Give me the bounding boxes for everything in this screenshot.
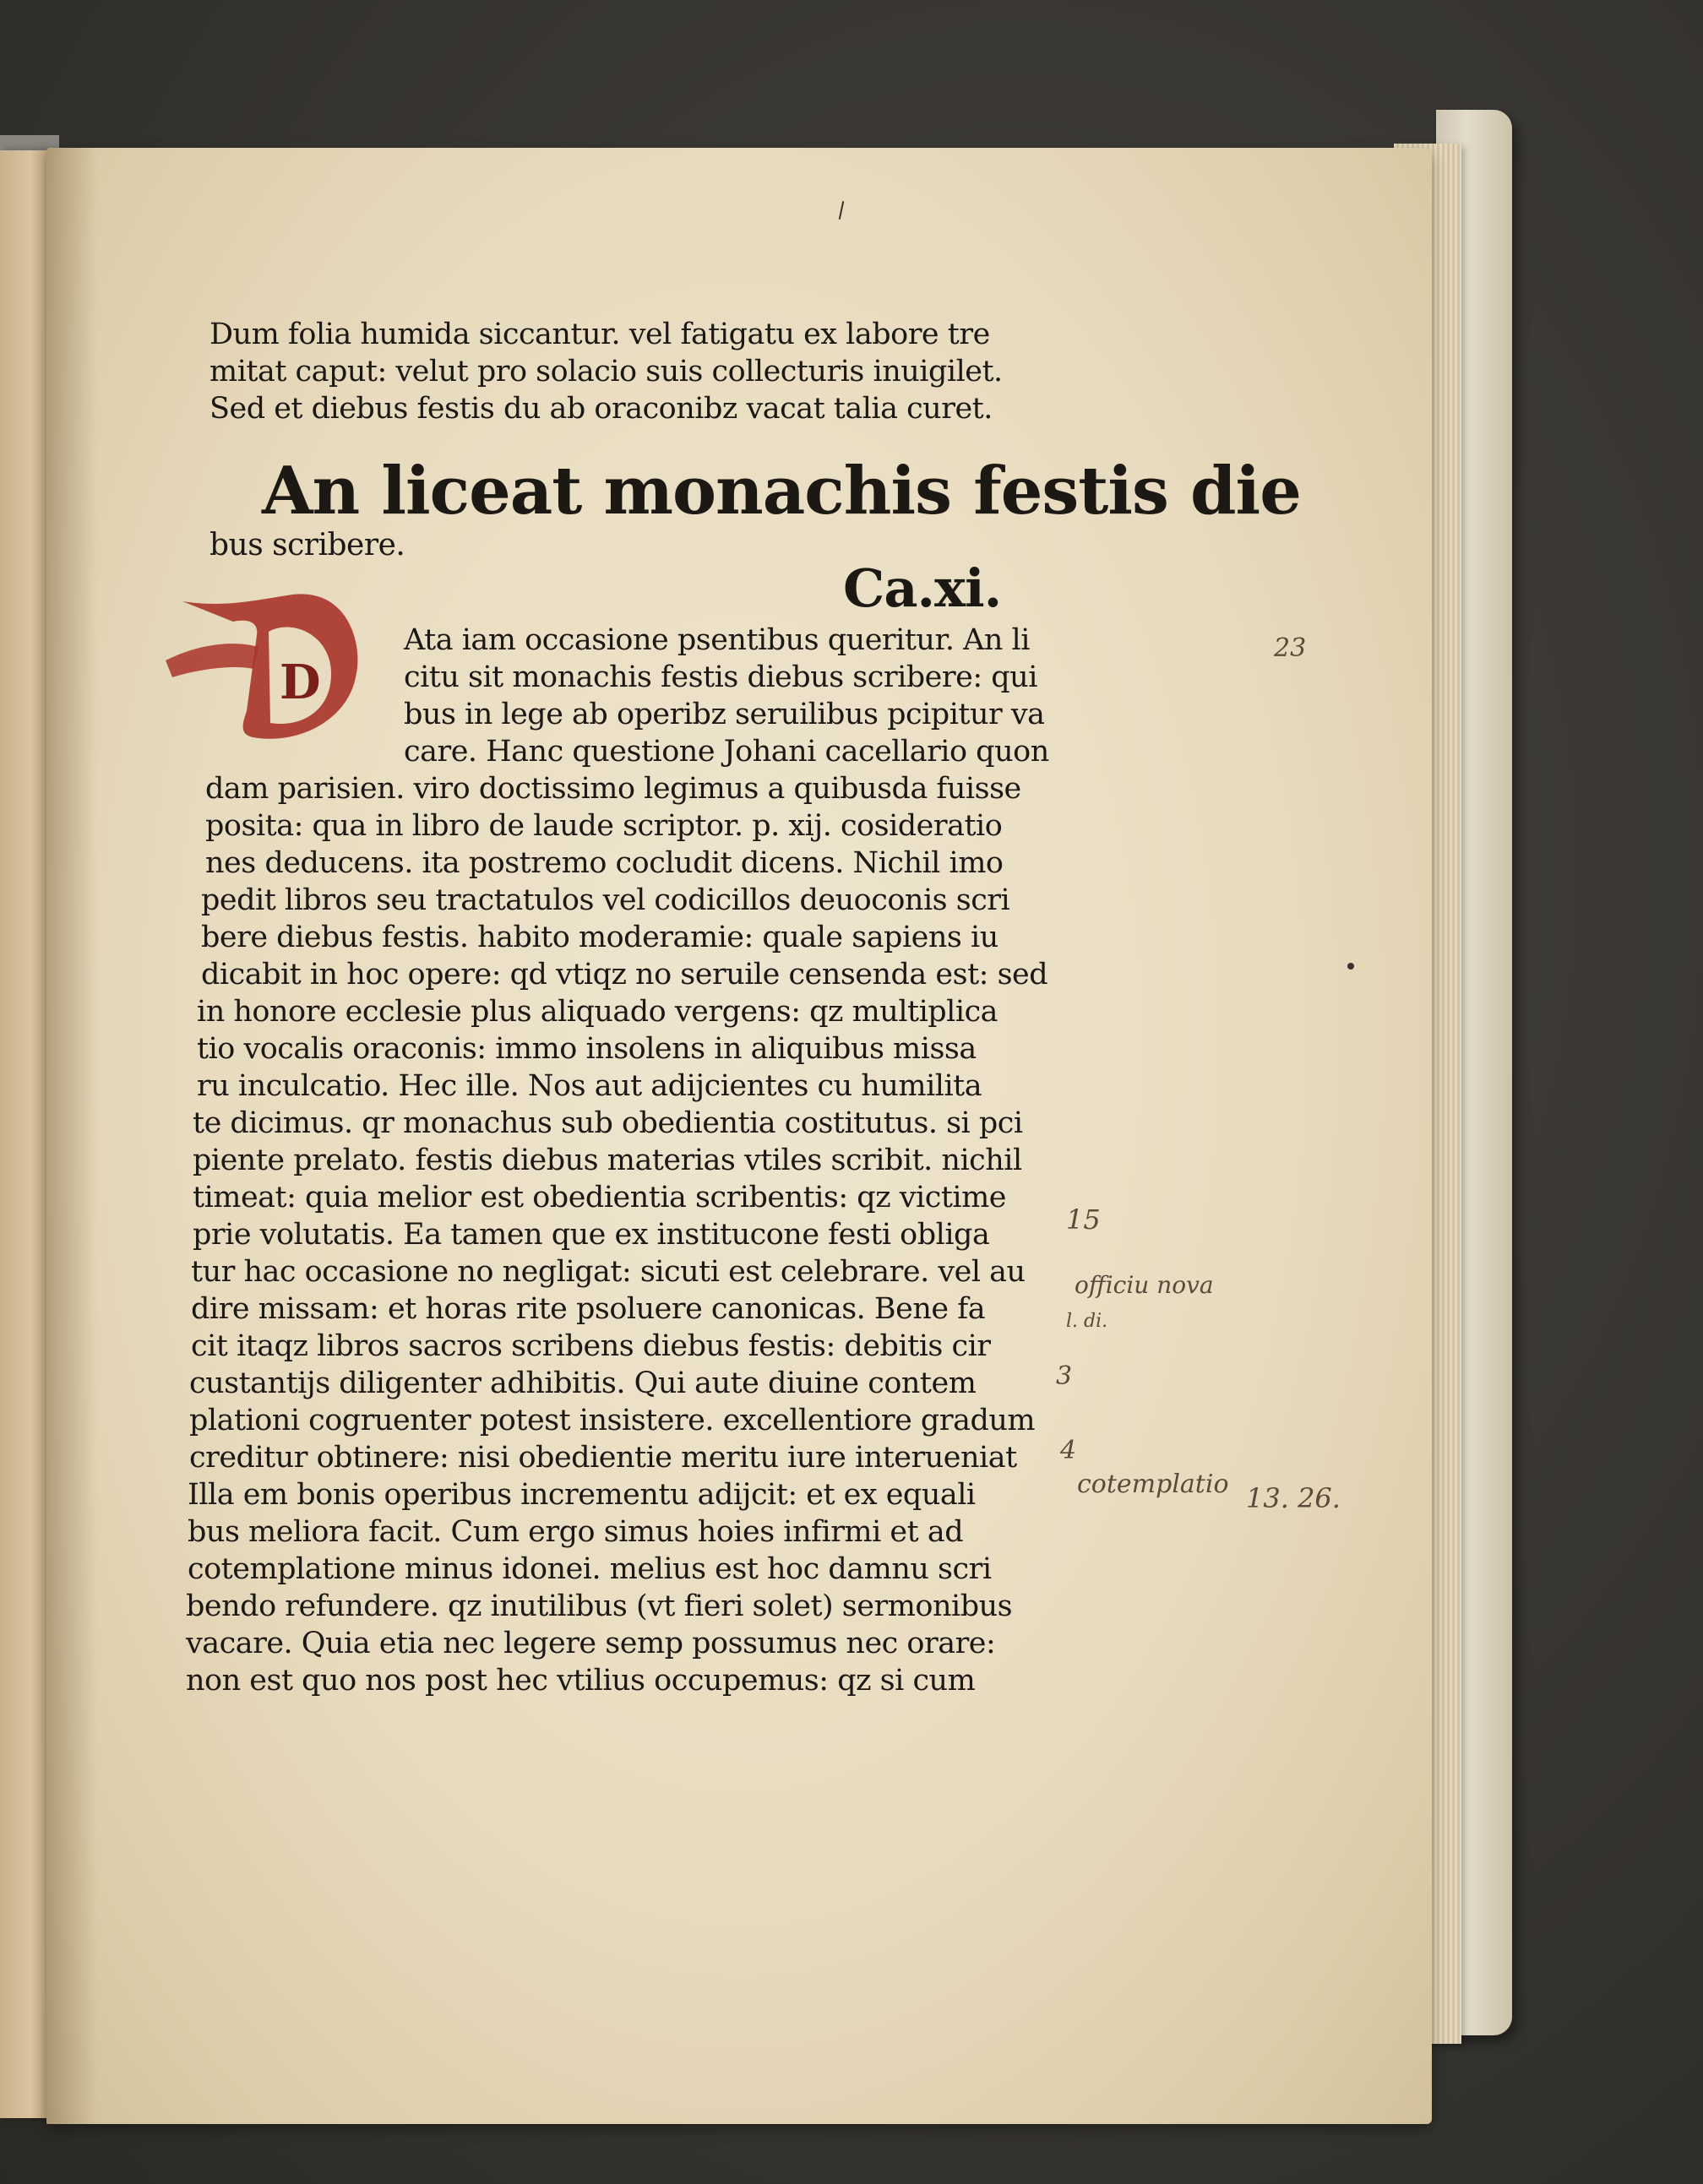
body-line-1: Ata iam occasione psentibus queritur. An li: [404, 623, 1030, 657]
body-line-6: posita: qua in libro de laude scriptor. p. xij. cosideratio: [205, 809, 1003, 843]
opening-line-1: Dum folia humida siccantur. vel fatigatu ex labore tre: [209, 318, 990, 351]
body-line-7: nes deducens. ita postremo cocludit dicens. Nichil imo: [205, 846, 1004, 880]
body-line-28: vacare. Quia etia nec legere semp possumus nec orare:: [186, 1627, 996, 1660]
initial-letter: D: [280, 655, 321, 710]
marginal-note-officium: officiu nova: [1075, 1271, 1214, 1299]
body-line-9: bere diebus festis. habito moderamie: quale sapiens iu: [201, 921, 998, 954]
chapter-heading: An liceat monachis festis die: [262, 453, 1301, 530]
body-line-11: in honore ecclesie plus aliquado vergens: qz multiplica: [197, 995, 998, 1029]
body-line-12: tio vocalis oraconis: immo insolens in aliquibus missa: [197, 1032, 977, 1066]
body-line-3: bus in lege ab operibz seruilibus pcipitur va: [404, 698, 1045, 731]
chapter-number: Ca.xi.: [843, 557, 1002, 619]
body-line-23: creditur obtinere: nisi obedientie meritu iure interueniat: [189, 1441, 1017, 1475]
body-line-26: cotemplatione minus idonei. melius est hoc damnu scri: [188, 1552, 992, 1586]
body-line-24: Illa em bonis operibus incrementu adijcit: et ex equali: [188, 1478, 976, 1512]
body-line-14: te dicimus. qr monachus sub obedientia costitutus. si pci: [193, 1106, 1023, 1140]
marginal-note-di: l. di.: [1066, 1311, 1108, 1332]
body-line-5: dam parisien. viro doctissimo legimus a quibusda fuisse: [205, 772, 1021, 806]
body-line-25: bus meliora facit. Cum ergo simus hoies infirmi et ad: [188, 1515, 964, 1549]
body-line-2: citu sit monachis festis diebus scribere: qui: [404, 660, 1037, 694]
opening-line-2: mitat caput: velut pro solacio suis collecturis inuigilet.: [209, 355, 1003, 388]
marginal-note-4: 4: [1060, 1436, 1077, 1465]
body-line-10: dicabit in hoc opere: qd vtiqz no seruile censenda est: sed: [201, 958, 1048, 991]
body-line-18: tur hac occasione no negligat: sicuti est celebrare. vel au: [191, 1255, 1026, 1289]
body-line-29: non est quo nos post hec vtilius occupemus: qz si cum: [186, 1664, 976, 1698]
marginal-note-3: 3: [1056, 1361, 1073, 1391]
marginal-note-13-26: 13. 26.: [1246, 1482, 1341, 1514]
body-line-17: prie volutatis. Ea tamen que ex institucone festi obliga: [193, 1218, 990, 1252]
body-line-19: dire missam: et horas rite psoluere canonicas. Bene fa: [191, 1292, 986, 1326]
body-line-8: pedit libros seu tractatulos vel codicillos deuoconis scri: [201, 883, 1010, 917]
body-line-22: plationi cogruenter potest insistere. excellentiore gradum: [189, 1404, 1036, 1437]
body-line-4: care. Hanc questione Johani cacellario quon: [404, 735, 1049, 769]
marginal-note-contemplatio: cotemplatio: [1077, 1470, 1229, 1499]
body-line-27: bendo refundere. qz inutilibus (vt fieri solet) sermonibus: [186, 1589, 1013, 1623]
opening-line-3: Sed et diebus festis du ab oraconibz vacat talia curet.: [209, 392, 993, 426]
folio-number: 23: [1274, 633, 1307, 663]
left-facing-page: [0, 150, 51, 2118]
marginal-note-15: 15: [1066, 1203, 1101, 1236]
chapter-heading-continuation: bus scribere.: [209, 528, 405, 562]
body-line-15: piente prelato. festis diebus materias vtiles scribit. nichil: [193, 1144, 1022, 1177]
gutter-shadow: [46, 148, 97, 2124]
body-line-20: cit itaqz libros sacros scribens diebus festis: debitis cir: [191, 1329, 991, 1363]
rubricated-initial-d: [166, 584, 368, 745]
body-line-13: ru inculcatio. Hec ille. Nos aut adijcientes cu humilita: [197, 1069, 982, 1103]
body-line-21: custantijs diligenter adhibitis. Qui aute diuine contem: [189, 1366, 977, 1400]
body-line-16: timeat: quia melior est obedientia scribentis: qz victime: [193, 1181, 1007, 1214]
ink-speck: [1347, 963, 1354, 970]
